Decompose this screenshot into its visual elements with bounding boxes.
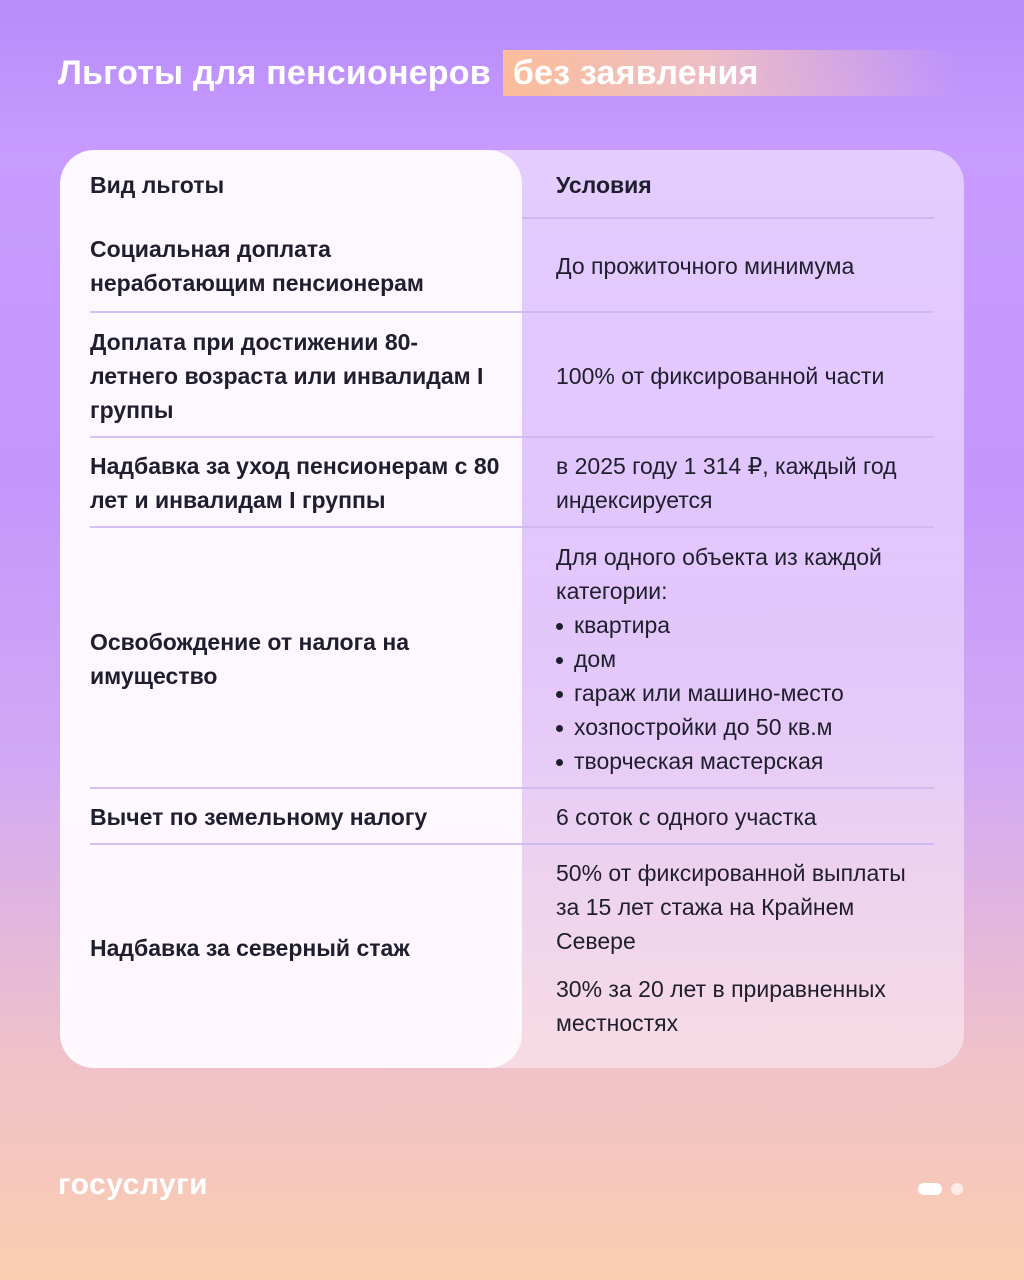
property-category-list xyxy=(556,608,934,778)
table-row xyxy=(90,789,934,845)
benefits-table xyxy=(90,150,934,1051)
column-header-conditions: Условия xyxy=(556,171,652,198)
table-row xyxy=(90,438,934,528)
conditions-cell xyxy=(522,789,934,845)
conditions-text: 50% от фиксированной выплаты за 15 лет стажа на Крайнем Севере xyxy=(556,860,906,954)
conditions-text: в 2025 году 1 314 ₽, каждый год индексируется xyxy=(556,453,897,513)
conditions-text: 30% за 20 лет в приравненных местностях xyxy=(556,976,886,1036)
table-row xyxy=(90,219,934,313)
list-item: хозпостройки до 50 кв.м xyxy=(556,710,934,744)
conditions-text: До прожиточного минимума xyxy=(556,253,855,279)
column-header-benefit: Вид льготы xyxy=(90,171,225,198)
benefit-cell: Вычет по земельному налогу xyxy=(90,804,428,830)
benefit-cell: Надбавка за северный стаж xyxy=(90,935,410,961)
conditions-cell xyxy=(522,845,934,1051)
table-row xyxy=(90,313,934,438)
page-dot-active[interactable] xyxy=(918,1183,942,1195)
benefit-cell: Надбавка за уход пенсионерам с 80 лет и инвалидам I группы xyxy=(90,453,500,513)
conditions-cell xyxy=(522,438,934,528)
conditions-cell xyxy=(522,528,934,789)
page-title xyxy=(58,50,959,96)
page-indicator xyxy=(918,1183,963,1195)
list-item: дом xyxy=(556,642,934,676)
title-text: Льготы для пенсионеров xyxy=(58,53,491,92)
table-row xyxy=(90,845,934,1051)
conditions-text: Для одного объекта из каждой категории: xyxy=(556,543,882,604)
benefit-cell: Освобождение от налога на имущество xyxy=(90,628,410,689)
list-item: квартира xyxy=(556,608,934,642)
conditions-cell xyxy=(522,313,934,438)
title-highlight: без заявления xyxy=(503,50,959,96)
conditions-cell xyxy=(522,219,934,313)
list-item: творческая мастерская xyxy=(556,744,934,778)
conditions-text: 100% от фиксированной части xyxy=(556,362,885,389)
benefits-table-card xyxy=(60,150,964,1068)
benefit-cell: Социальная доплата неработающим пенсионерам xyxy=(90,236,424,296)
gosuslugi-logo: госуслуги xyxy=(58,1168,209,1201)
table-header xyxy=(90,150,934,219)
benefit-cell: Доплата при достижении 80-летнего возраста или инвалидам I группы xyxy=(90,328,484,423)
conditions-text: 6 соток с одного участка xyxy=(556,804,817,830)
list-item: гараж или машино-место xyxy=(556,676,934,710)
page-dot[interactable] xyxy=(951,1183,963,1195)
table-row xyxy=(90,528,934,789)
